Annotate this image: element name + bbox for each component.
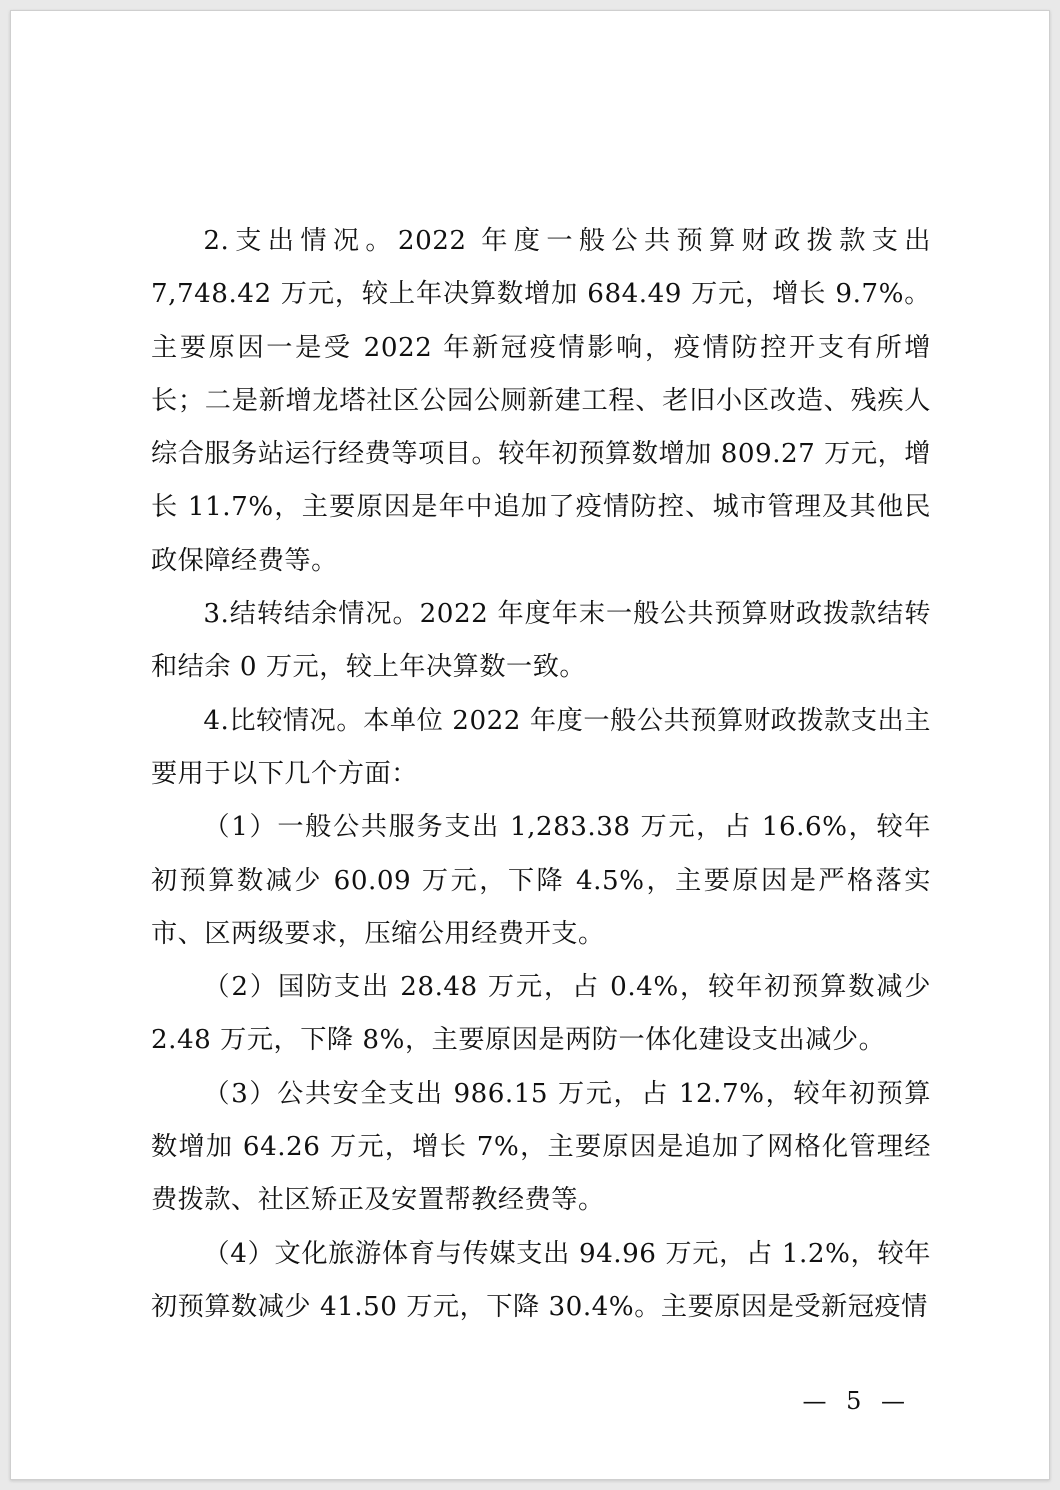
paragraph-expenditure: 2.支出情况。2022 年度一般公共预算财政拨款支出 7,748.42 万元，较上年决算数增加 684.49 万元，增长 9.7%。主要原因一是受 2022 年新冠疫情影响，疫情防控开支有所增长；二是新增龙塔社区公园公厕新建工程、老旧小区改造、残疾人综合服务站运行经费等项目。较年初预算数增加 809.27 万元，增长 11.7%，主要原因是年中追加了疫情防控、城市管理及其他民政保障经费等。 (151, 226, 931, 576)
paragraph-item-1: （1）一般公共服务支出 1,283.38 万元，占 16.6%，较年初预算数减少 60.09 万元，下降 4.5%，主要原因是严格落实市、区两级要求，压缩公用经费开支。 (151, 812, 931, 949)
paragraph-item-4: （4）文化旅游体育与传媒支出 94.96 万元，占 1.2%，较年初预算数减少 41.50 万元，下降 30.4%。主要原因是受新冠疫情 (151, 1238, 931, 1322)
page-number: — 5 — (802, 1387, 911, 1415)
body-text (151, 215, 931, 1334)
paragraph-comparison: 4.比较情况。本单位 2022 年度一般公共预算财政拨款支出主要用于以下几个方面： (151, 705, 931, 789)
paragraph-item-3: （3）公共安全支出 986.15 万元，占 12.7%，较年初预算数增加 64.26 万元，增长 7%，主要原因是追加了网格化管理经费拨款、社区矫正及安置帮教经费等。 (151, 1078, 931, 1216)
paragraph-carryover: 3.结转结余情况。2022 年度年末一般公共预算财政拨款结转和结余 0 万元，较上年决算数一致。 (151, 599, 931, 683)
paragraph-item-2: （2）国防支出 28.48 万元，占 0.4%，较年初预算数减少 2.48 万元，下降 8%，主要原因是两防一体化建设支出减少。 (151, 972, 931, 1056)
document-page (10, 10, 1050, 1480)
